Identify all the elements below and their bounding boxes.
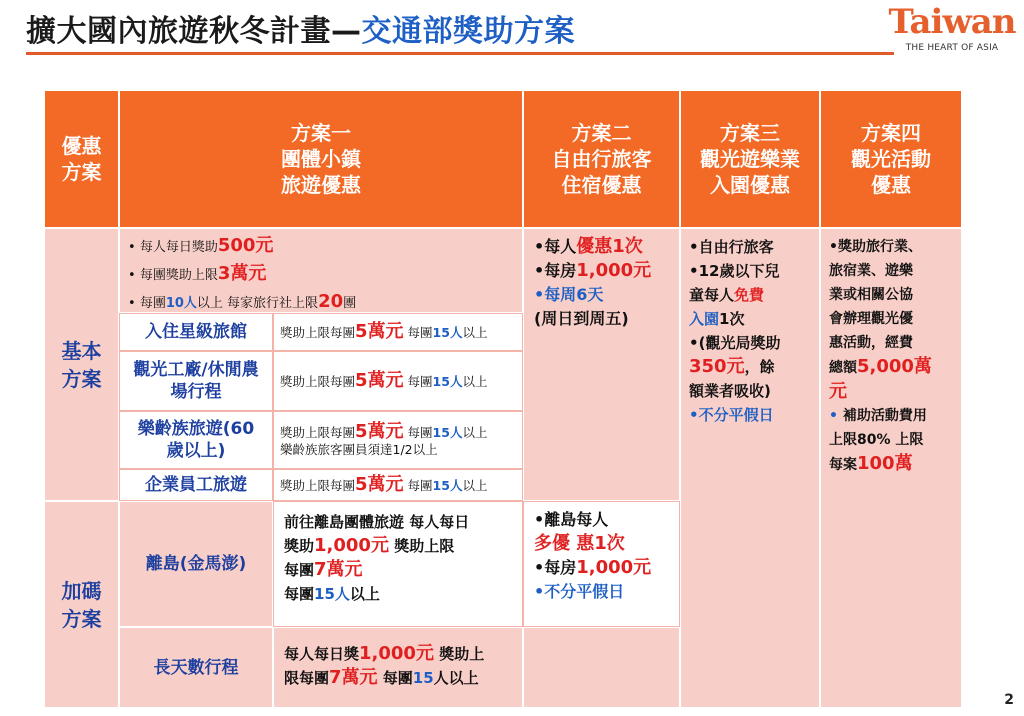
- bonus-label-islands: 離島(金馬澎): [119, 501, 273, 627]
- plan4-cell: •獎助旅行業、 旅宿業、遊樂 業或相關公協 會辦理觀光優 惠活動，經費 總額5,000萬 元 • 補助活動費用 上限80% 上限 每案100萬: [820, 228, 962, 708]
- plan3-cell: •自由行旅客 •12歲以下兒 童每人免費 入園1次 •(觀光局獎助 350元，餘 額業者吸收) •不分平假日: [680, 228, 820, 708]
- plan2-empty-cell: [523, 627, 680, 708]
- page-title: [26, 6, 575, 50]
- header-plan-3: 方案三 觀光遊樂業 入園優惠: [680, 90, 820, 228]
- plan1-sub-note: 獎助上限每團5萬元 每團15人以上: [273, 313, 523, 351]
- plan2-basic-cell: •每人優惠1次 •每房1,000元 •每周6天 (周日到周五): [523, 228, 680, 501]
- plan2-bonus-cell: •離島每人 多優 惠1次 •每房1,000元 •不分平假日: [523, 501, 680, 627]
- row-label-basic: 基本 方案: [44, 228, 119, 501]
- plan1-sub-label: 入住星級旅館: [119, 313, 273, 351]
- plan1-sub-note: 獎助上限每團5萬元 每團15人以上 樂齡族旅客團員須達1/2以上: [273, 411, 523, 469]
- bonus-label-long-trip: 長天數行程: [119, 627, 273, 708]
- bonus-note-islands: 前往離島團體旅遊 每人每日 獎助1,000元 獎助上限 每團7萬元 每團15人以上: [273, 501, 523, 627]
- plan1-general-list: [119, 228, 523, 313]
- taiwan-logo: [884, 2, 1020, 62]
- plan1-sub-note: 獎助上限每團5萬元 每團15人以上: [273, 351, 523, 411]
- logo-wordmark: Taiwan: [888, 2, 1016, 42]
- bonus-note-long-trip: 每人每日獎1,000元 獎助上 限每團7萬元 每團15人以上: [273, 627, 523, 708]
- row-label-bonus: 加碼 方案: [44, 501, 119, 708]
- list-item: • 每人每日獎助500元: [128, 235, 274, 256]
- title-main: 擴大國內旅遊秋冬計畫—: [26, 14, 362, 49]
- title-underline: [26, 52, 894, 55]
- plan1-sub-label: 企業員工旅遊: [119, 469, 273, 501]
- logo-tagline: THE HEART OF ASIA: [905, 43, 999, 53]
- list-item: • 每團獎助上限3萬元: [128, 263, 267, 284]
- header-plan-1: 方案一 團體小鎮 旅遊優惠: [119, 90, 523, 228]
- title-accent: 交通部獎助方案: [361, 14, 575, 49]
- list-item: • 每團10人以上 每家旅行社上限20團: [128, 291, 357, 312]
- plan1-sub-label: 觀光工廠/休閒農場行程: [119, 351, 273, 411]
- plan1-sub-label: 樂齡族旅遊(60歲以上): [119, 411, 273, 469]
- page-number: 2: [1004, 692, 1014, 708]
- header-col-category: 優惠 方案: [44, 90, 119, 228]
- header-plan-4: 方案四 觀光活動 優惠: [820, 90, 962, 228]
- plan1-sub-note: 獎助上限每團5萬元 每團15人以上: [273, 469, 523, 501]
- header-plan-2: 方案二 自由行旅客 住宿優惠: [523, 90, 680, 228]
